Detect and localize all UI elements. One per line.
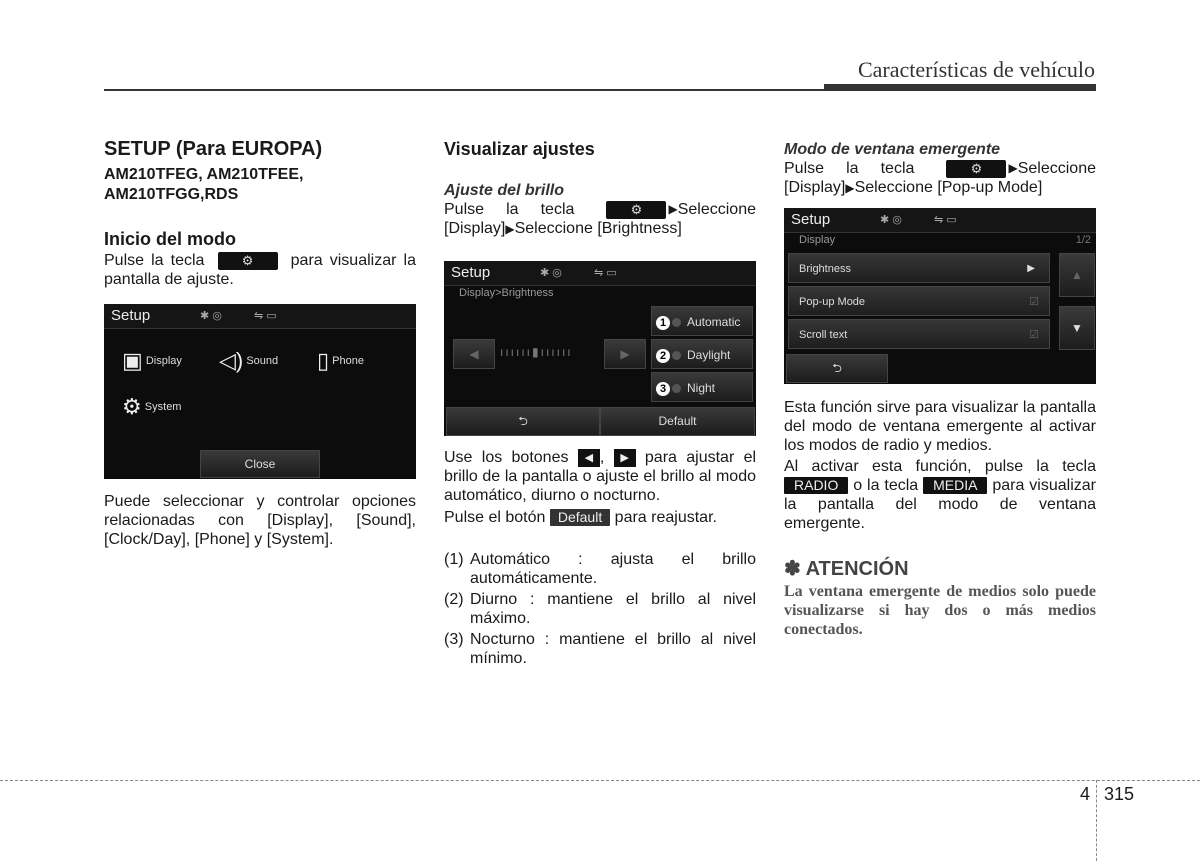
section-title: Características de vehículo	[857, 57, 1095, 82]
arrow-right-icon: ▶	[1027, 263, 1035, 274]
media-key: MEDIA	[923, 477, 987, 494]
footer-rule	[0, 780, 1200, 781]
phone-tile[interactable]: ▯ Phone	[317, 348, 364, 373]
usb-icon: ⇋ ▭	[254, 310, 277, 322]
brightness-subheading: Ajuste del brillo	[444, 182, 565, 199]
column-3	[784, 140, 1096, 198]
column-2	[444, 140, 756, 239]
radio-key: RADIO	[784, 477, 848, 494]
column-1	[104, 140, 416, 289]
models-line-1: AM210TFEG, AM210TFEE,	[104, 166, 304, 183]
mode-start-text: Pulse la tecla ⚙ para visualizar la pantalla de ajuste.	[104, 252, 416, 288]
screen-title: Setup	[791, 211, 831, 228]
scroll-text-row[interactable]: Scroll text ☑	[788, 319, 1050, 349]
default-button[interactable]: Default	[600, 407, 755, 436]
display-tile[interactable]: ▣ Display	[122, 348, 182, 373]
checkbox-icon[interactable]: ☑	[1029, 329, 1039, 341]
system-tile[interactable]: ⚙ System	[122, 394, 182, 419]
brightness-instructions: Pulse la tecla ⚙ ▶Seleccione [Display]▶Seleccione [Brightness]	[444, 201, 756, 238]
bluetooth-icon: ✱ ◎	[880, 214, 902, 226]
usb-icon: ⇋ ▭	[934, 214, 957, 226]
bluetooth-icon: ✱ ◎	[200, 310, 222, 322]
screen-title: Setup	[111, 307, 151, 324]
section-label: Display	[799, 234, 836, 246]
left-arrow-icon: ◀	[578, 449, 600, 467]
increase-button[interactable]: ▶	[604, 339, 646, 369]
list-item: (2) Diurno : mantiene el brillo al nivel máximo.	[444, 591, 756, 627]
setup-screen	[104, 304, 416, 479]
header-rule	[104, 89, 1096, 91]
scroll-down-button[interactable]: ▼	[1059, 306, 1095, 350]
display-icon: ▣	[122, 348, 143, 373]
page-number: 315	[1104, 784, 1135, 804]
popup-instructions: Pulse la tecla ⚙ ▶Seleccione [Display]▶Seleccione [Pop-up Mode]	[784, 160, 1096, 197]
setup-heading: SETUP (Para EUROPA)	[104, 138, 323, 160]
screen-title: Setup	[451, 264, 491, 281]
default-label: Default	[550, 509, 610, 526]
bluetooth-icon: ✱ ◎	[540, 267, 562, 279]
popup-activation-text: Al activar esta función, pulse la tecla RADIO o la tecla MEDIA para visualizar la pantalla del modo de ventana emergente.	[784, 458, 1096, 532]
footer-divider	[1096, 780, 1097, 861]
mode-list	[444, 550, 756, 668]
brightness-scale: ıııııı▮ıııııı	[500, 345, 573, 359]
gear-icon: ⚙	[122, 394, 142, 419]
back-button[interactable]: ⮌	[786, 354, 888, 383]
setup-key-icon: ⚙	[606, 201, 666, 219]
popup-description: Esta función sirve para visualizar la pantalla del modo de ventana emergente al activar los modos de radio y medios.	[784, 399, 1096, 454]
chapter-number: 4	[1080, 784, 1091, 804]
back-button[interactable]: ⮌	[446, 407, 600, 436]
attention-text: La ventana emergente de medios solo puede visualizarse si hay dos o más medios conectados.	[784, 583, 1096, 638]
brightness-row[interactable]: Brightness ▶	[788, 253, 1050, 283]
display-settings-heading: Visualizar ajustes	[444, 139, 595, 159]
night-option[interactable]: 3 Night	[651, 372, 753, 402]
usb-icon: ⇋ ▭	[594, 267, 617, 279]
automatic-option[interactable]: 1 Automatic	[651, 306, 753, 336]
mode-start-heading: Inicio del modo	[104, 229, 237, 249]
close-button[interactable]: Close	[200, 450, 320, 478]
page-indicator: 1/2	[1075, 234, 1091, 246]
popup-screen	[784, 208, 1096, 384]
scroll-up-button[interactable]: ▲	[1059, 253, 1095, 297]
decrease-button[interactable]: ◀	[453, 339, 495, 369]
speaker-icon: ◁)	[219, 348, 244, 373]
attention-heading: ✽ ATENCIÓN	[784, 558, 909, 580]
buttons-text: Use los botones ◀ , ▶ para ajustar el brillo de la pantalla o ajuste el brillo al modo automático, diurno o nocturno.	[444, 449, 757, 504]
checkbox-icon[interactable]: ☑	[1029, 296, 1039, 308]
options-text: Puede seleccionar y controlar opciones relacionadas con [Display], [Sound], [Clock/Day], [Phone] y [System].	[104, 493, 416, 548]
brightness-screen	[444, 261, 756, 436]
setup-key-icon: ⚙	[946, 160, 1006, 178]
breadcrumb: Display>Brightness	[459, 287, 554, 299]
sound-tile[interactable]: ◁) Sound	[219, 348, 279, 373]
models-line-2: AM210TFGG,RDS	[104, 186, 239, 203]
popup-subheading: Modo de ventana emergente	[784, 141, 1001, 158]
daylight-option[interactable]: 2 Daylight	[651, 339, 753, 369]
list-item: (1) Automático : ajusta el brillo automáticamente.	[444, 551, 756, 587]
phone-icon: ▯	[317, 348, 330, 373]
setup-key-icon: ⚙	[218, 252, 278, 270]
list-item: (3) Nocturno : mantiene el brillo al nivel mínimo.	[444, 631, 756, 667]
right-arrow-icon: ▶	[614, 449, 636, 467]
reset-text: Pulse el botón Default para reajustar.	[444, 509, 717, 526]
popup-mode-row[interactable]: Pop-up Mode ☑	[788, 286, 1050, 316]
